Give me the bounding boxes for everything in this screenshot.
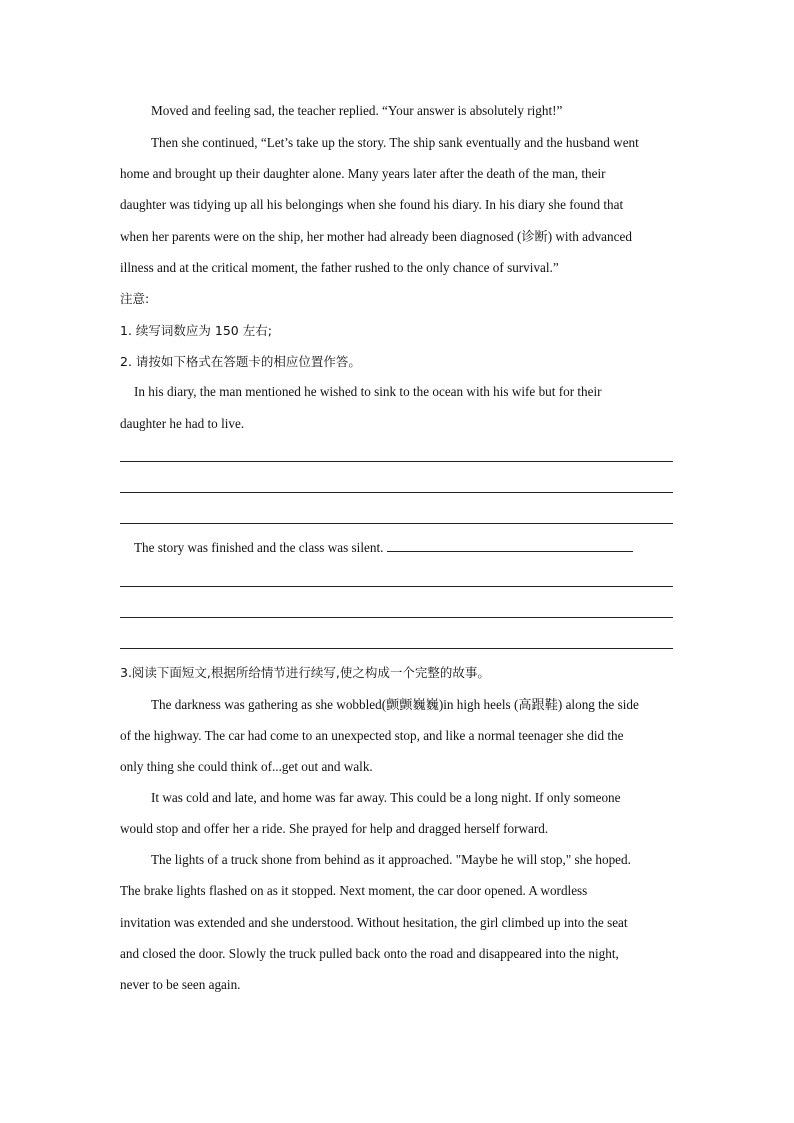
answer-line-1[interactable] <box>120 461 673 462</box>
answer-line-5[interactable] <box>120 617 673 618</box>
passage1-line-3: home and brought up their daughter alone. Many years later after the death of the man, their <box>120 166 606 181</box>
note-item-2: 2. 请按如下格式在答题卡的相应位置作答。 <box>120 354 361 369</box>
question3-line-3: only thing she could think of...get out and walk. <box>120 759 373 774</box>
question3-line-2: of the highway. The car had come to an unexpected stop, and like a normal teenager she did the <box>120 728 624 743</box>
answer-line-4[interactable] <box>120 586 673 587</box>
answer-line-2[interactable] <box>120 492 673 493</box>
question3-line-8: invitation was extended and she understood. Without hesitation, the girl climbed up into the seat <box>120 915 628 930</box>
question3-line-6: The lights of a truck shone from behind as it approached. "Maybe he will stop," she hoped. <box>151 852 631 867</box>
question3-title: 3.阅读下面短文,根据所给情节进行续写,使之构成一个完整的故事。 <box>120 665 490 680</box>
question3-line-7: The brake lights flashed on as it stopped. Next moment, the car door opened. A wordless <box>120 883 588 898</box>
question3-line-5: would stop and offer her a ride. She prayed for help and dragged herself forward. <box>120 821 549 836</box>
prompt2-line <box>134 539 633 557</box>
prompt1-line-1: In his diary, the man mentioned he wished to sink to the ocean with his wife but for their <box>134 384 602 399</box>
passage1-line-2: Then she continued, “Let’s take up the story. The ship sank eventually and the husband went <box>151 135 639 150</box>
inline-answer-blank[interactable] <box>387 539 633 552</box>
question3-line-4: It was cold and late, and home was far away. This could be a long night. If only someone <box>151 790 621 805</box>
passage1-line-1: Moved and feeling sad, the teacher replied. “Your answer is absolutely right!” <box>151 103 563 118</box>
prompt2-text: The story was finished and the class was silent. <box>134 540 384 555</box>
passage1-line-6: illness and at the critical moment, the father rushed to the only chance of survival.” <box>120 260 559 275</box>
question3-line-1: The darkness was gathering as she wobbled(颤颤巍巍)in high heels (高跟鞋) along the side <box>151 697 639 712</box>
passage1-line-4: daughter was tidying up all his belongings when she found his diary. In his diary she found that <box>120 197 624 212</box>
prompt1-line-2: daughter he had to live. <box>120 416 245 431</box>
question3-line-9: and closed the door. Slowly the truck pulled back onto the road and disappeared into the night, <box>120 946 619 961</box>
notes-heading: 注意: <box>120 291 150 306</box>
note-item-1: 1. 续写词数应为 150 左右; <box>120 323 272 338</box>
passage1-line-5: when her parents were on the ship, her mother had already been diagnosed (诊断) with advanced <box>120 229 632 244</box>
answer-line-3[interactable] <box>120 523 673 524</box>
answer-line-6[interactable] <box>120 648 673 649</box>
question3-line-10: never to be seen again. <box>120 977 241 992</box>
